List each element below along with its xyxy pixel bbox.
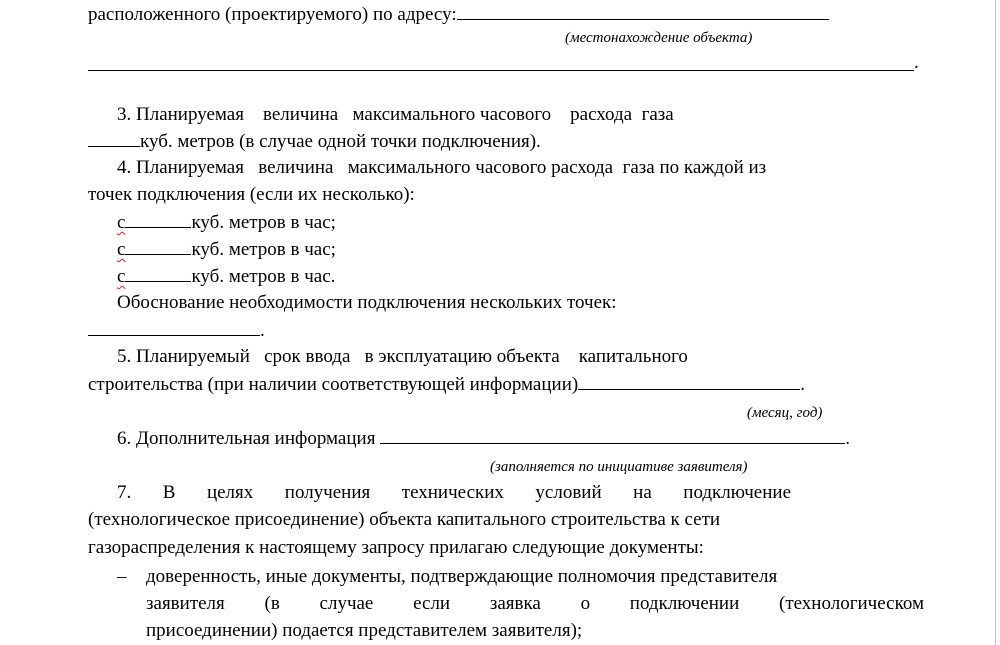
row-blank	[125, 265, 191, 282]
item5-line2	[88, 373, 805, 396]
justification-blank	[88, 319, 260, 336]
item6-label: 6. Дополнительная информация	[117, 428, 376, 449]
item4-row-1	[117, 211, 336, 234]
row-text: куб. метров в час;	[191, 212, 336, 233]
address-note: (местонахождение объекта)	[565, 30, 753, 46]
item7-line3: газораспределения к настоящему запросу прилагаю следующие документы:	[88, 537, 704, 558]
address-end-dot: .	[914, 52, 919, 73]
row-prefix: с	[117, 266, 126, 287]
row-prefix: с	[117, 212, 126, 233]
item5-line2-text: строительства (при наличии соответствующей информации)	[88, 374, 579, 395]
item3-line1: 3. Планируемая величина максимального часового расхода газа	[117, 104, 674, 125]
item3-line2-text: куб. метров (в случае одной точки подключения).	[140, 131, 541, 152]
item7-bullet1-line1: доверенность, иные документы, подтверждающие полномочия представителя	[146, 566, 778, 587]
item7-bullet1-line3: присоединении) подается представителем заявителя);	[146, 620, 583, 641]
item7-bullet: –	[117, 566, 127, 587]
item6-blank	[380, 427, 845, 444]
justification-end: .	[260, 320, 265, 341]
item5-note: (месяц, год)	[747, 405, 823, 421]
address-continuation-line	[88, 70, 914, 71]
item4-justification-blank-line	[88, 319, 265, 342]
item5-blank	[578, 373, 800, 390]
item6-end: .	[845, 428, 850, 449]
row-blank	[125, 238, 191, 255]
item4-row-3	[117, 265, 335, 288]
item7-bullet1-line2: заявителя (в случае если заявка о подключении (технологическом	[146, 593, 924, 614]
item5-line1: 5. Планируемый срок ввода в эксплуатацию объекта капитального	[117, 346, 688, 367]
item4-justification: Обоснование необходимости подключения нескольких точек:	[117, 292, 617, 313]
item5-end: .	[800, 374, 805, 395]
item3-blank	[88, 130, 140, 147]
item4-row-2	[117, 238, 336, 261]
row-text: куб. метров в час.	[191, 266, 336, 287]
item7-line1: 7. В целях получения технических условий на подключение	[117, 482, 791, 503]
row-text: куб. метров в час;	[191, 239, 336, 260]
item4-line2: точек подключения (если их несколько):	[88, 184, 415, 205]
item6-note: (заполняется по инициативе заявителя)	[490, 459, 748, 475]
address-blank	[457, 3, 829, 20]
item4-line1: 4. Планируемая величина максимального часового расхода газа по каждой из	[117, 157, 767, 178]
row-blank	[125, 211, 191, 228]
item3-line2	[88, 130, 541, 153]
address-label: расположенного (проектируемого) по адресу:	[88, 4, 457, 25]
address-line	[88, 3, 829, 26]
row-prefix: с	[117, 239, 126, 260]
item7-line2: (технологическое присоединение) объекта капитального строительства к сети	[88, 509, 721, 530]
item6-line	[117, 427, 850, 450]
